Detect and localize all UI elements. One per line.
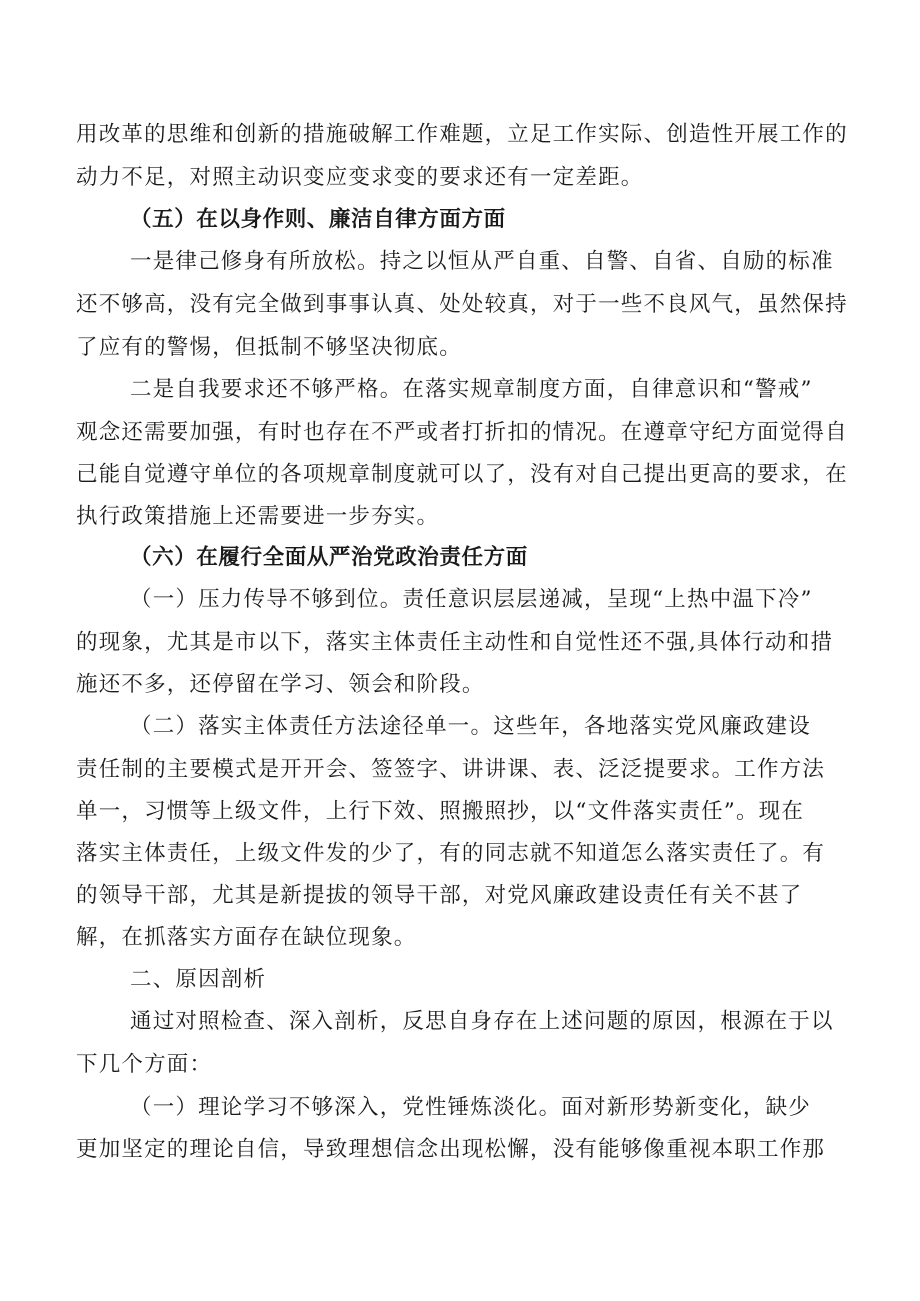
body-line: 用改革的思维和创新的措施破解工作难题，立足工作实际、创造性开展工作的	[76, 122, 848, 147]
body-line: 动力不足，对照主动识变应变求变的要求还有一定差距。	[76, 165, 644, 190]
body-line: （一）理论学习不够深入，党性锤炼淡化。面对新形势新变化，缺少	[130, 1095, 812, 1120]
body-line: 责任制的主要模式是开开会、签签字、讲讲课、表、泛泛提要求。工作方法	[76, 757, 826, 782]
body-line: 的现象，尤其是市以下，落实主体责任主动性和自觉性还不强,具体行动和措	[76, 630, 834, 655]
body-line: 下几个方面：	[76, 1052, 213, 1077]
section-heading: （五）在以身作则、廉洁自律方面方面	[130, 207, 506, 232]
body-line: 施还不多，还停留在学习、领会和阶段。	[76, 672, 485, 697]
body-line: 还不够高，没有完全做到事事认真、处处较真，对于一些不良风气，虽然保持	[76, 292, 848, 317]
body-line: （一）压力传导不够到位。责任意识层层递减，呈现“上热中温下冷”	[130, 587, 813, 612]
body-line: 落实主体责任，上级文件发的少了，有的同志就不知道怎么落实责任了。有	[76, 841, 826, 866]
body-line: 通过对照检查、深入剖析，反思自身存在上述问题的原因，根源在于以	[130, 1009, 834, 1034]
body-line: 执行政策措施上还需要进一步夯实。	[76, 504, 440, 529]
body-line: 二、原因剖析	[130, 967, 267, 992]
body-line: 观念还需要加强，有时也存在不严或者打折扣的情况。在遵章守纪方面觉得自	[76, 420, 848, 445]
body-line: 二是自我要求还不够严格。在落实规章制度方面，自律意识和“警戒”	[130, 377, 813, 402]
body-line: 的领导干部，尤其是新提拔的领导干部，对党风廉政建设责任有关不甚了	[76, 883, 803, 908]
body-line: 了应有的警惕，但抵制不够坚决彻底。	[76, 335, 462, 360]
body-line: 更加坚定的理论自信，导致理想信念出现松懈，没有能够像重视本职工作那	[76, 1137, 826, 1162]
body-line: 一是律己修身有所放松。持之以恒从严自重、自警、自省、自励的标准	[130, 249, 834, 274]
body-line: 解，在抓落实方面存在缺位现象。	[76, 925, 417, 950]
section-heading: （六）在履行全面从严治党政治责任方面	[130, 545, 528, 570]
body-line: 单一，习惯等上级文件，上行下效、照搬照抄，以“文件落实责任”。现在	[76, 799, 805, 824]
body-line: 己能自觉遵守单位的各项规章制度就可以了，没有对自己提出更高的要求，在	[76, 462, 848, 487]
body-line: （二）落实主体责任方法途径单一。这些年，各地落实党风廉政建设	[130, 714, 812, 739]
